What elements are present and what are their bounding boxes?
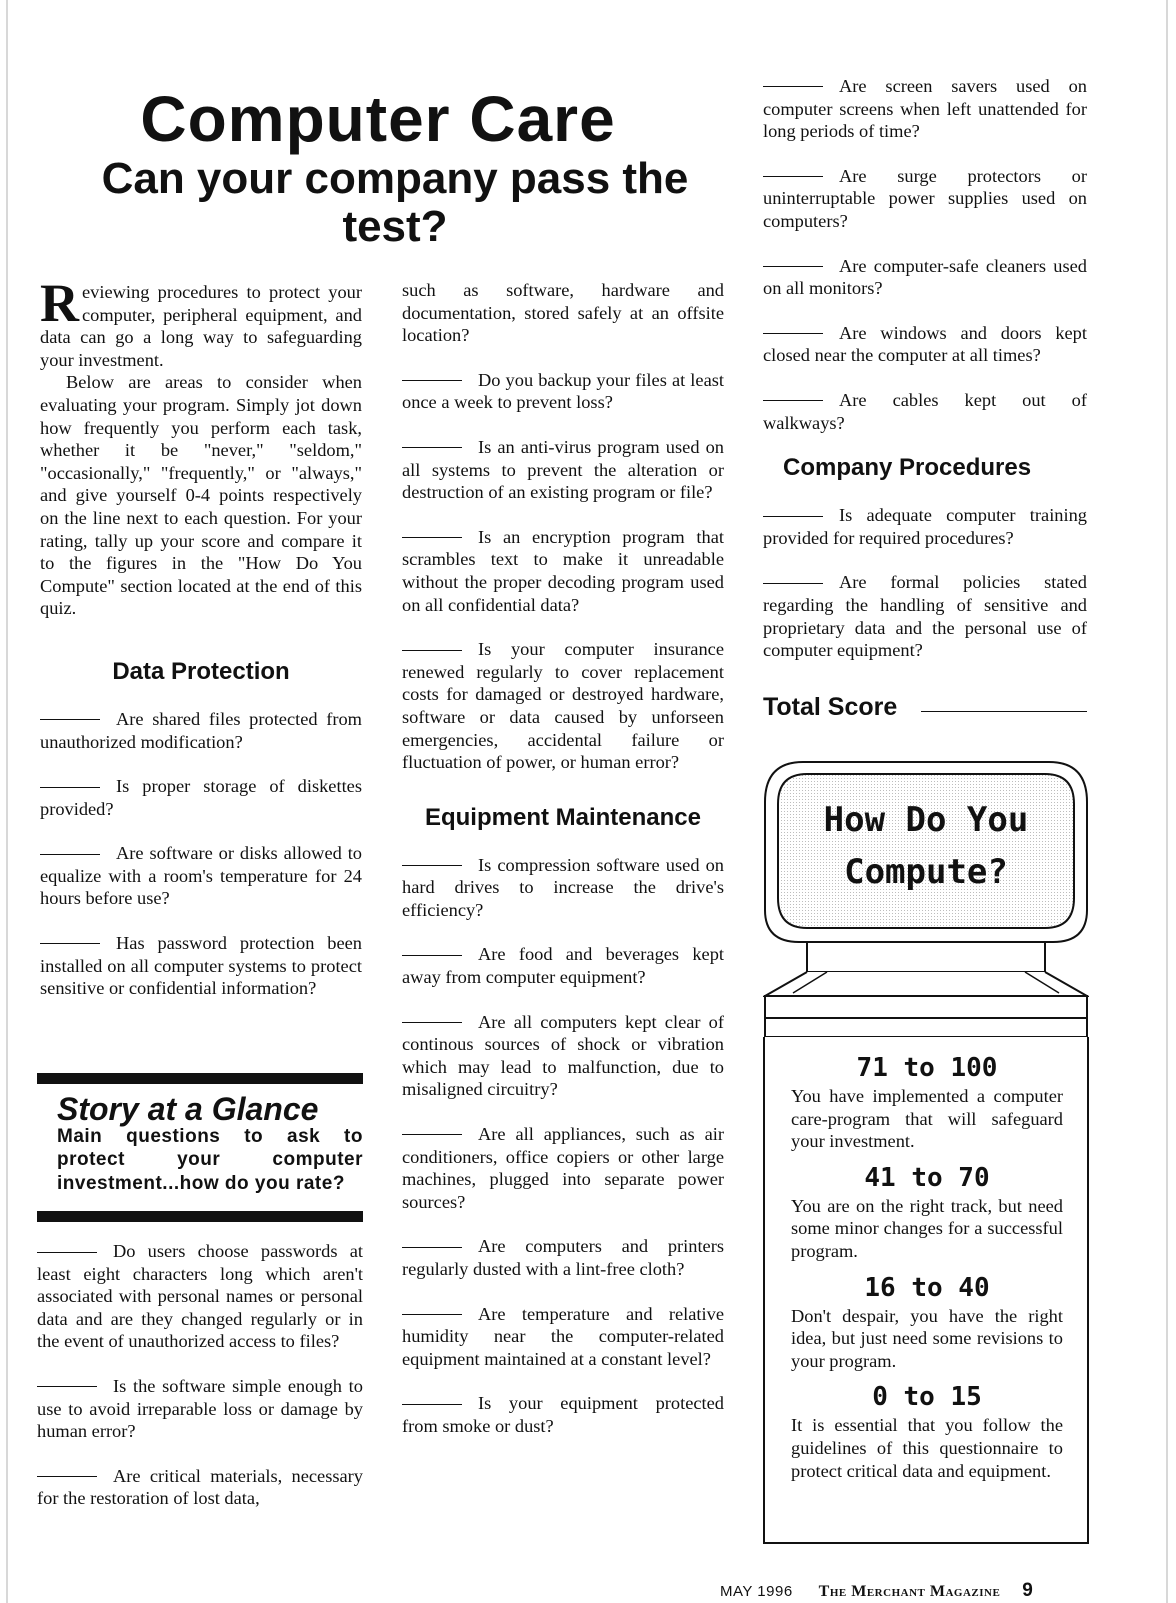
score-range-description: It is essential that you follow the guidelines of this questionnaire to protect critical data and equipment. [791,1415,1063,1481]
article-subtitle: Can your company pass the test? [101,154,689,251]
answer-blank[interactable] [40,854,100,855]
footer-magazine: The Merchant Magazine [818,1583,1001,1600]
intro-paragraph-1: Reviewing procedures to protect your computer, peripheral equipment, and data can go a long way to safeguarding your investment. [40,273,362,370]
question-item: Are cables kept out of walkways? [763,389,1087,433]
section-heading-company-procedures: Company Procedures [783,454,1032,482]
answer-blank[interactable] [763,86,823,87]
answer-blank[interactable] [763,176,823,177]
answer-blank[interactable] [402,537,462,538]
story-at-a-glance [37,1073,363,1510]
answer-blank[interactable] [763,516,823,517]
question-item: Are computer-safe cleaners used on all monitors? [763,255,1087,299]
total-score [763,692,1087,721]
answer-blank[interactable] [40,943,100,944]
total-score-blank[interactable] [921,711,1087,712]
answer-blank[interactable] [402,955,462,956]
question-item: Do users choose passwords at least eight characters long which aren't associated with personal names or personal data and are they changed regularly or in the event of unauthorized access to files? [37,1241,363,1352]
question-item: Are shared files protected from unauthorized modification? [40,708,362,752]
monitor-illustration [763,760,1089,1037]
answer-blank[interactable] [763,400,823,401]
glance-subtitle: Main questions to ask to protect your computer investment...how do you rate? [57,1125,363,1194]
answer-blank[interactable] [37,1252,97,1253]
question-item: Are formal policies stated regarding the handling of sensitive and proprietary data and the personal use of computer equipment? [763,572,1087,661]
score-ranges-box [763,1037,1089,1544]
total-score-label: Total Score [763,692,898,721]
answer-blank[interactable] [37,1476,97,1477]
page-edge-right [1166,0,1168,1603]
glance-title: Story at a Glance [57,1091,319,1127]
glance-bottom-rule [37,1211,363,1222]
score-range: 0 to 15 [872,1382,982,1413]
question-item: Is compression software used on hard drives to increase the drive's efficiency? [402,854,724,920]
page-footer [720,1580,1120,1602]
question-item: Are critical materials, necessary for the restoration of lost data, [37,1465,363,1509]
question-item: Has password protection been installed on all computer systems to protect sensitive or confidential information? [40,933,362,999]
answer-blank[interactable] [763,583,823,584]
answer-blank[interactable] [40,787,100,788]
answer-blank[interactable] [402,380,462,381]
question-continuation: such as software, hardware and documentation, stored safely at an offsite location? [402,280,724,346]
answer-blank[interactable] [402,1022,462,1023]
question-item: Are food and beverages kept away from computer equipment? [402,944,724,988]
section-heading-data-protection: Data Protection [112,657,290,685]
glance-top-rule [37,1073,363,1084]
score-range-description: Don't despair, you have the right idea, but just need some revisions to your program. [791,1305,1063,1371]
article-title: Computer Care [140,83,616,155]
answer-blank[interactable] [763,333,823,334]
question-item: Is the software simple enough to use to avoid irreparable loss or damage by human error? [37,1376,363,1442]
answer-blank[interactable] [37,1386,97,1387]
score-range: 41 to 70 [864,1162,990,1193]
question-item: Is your equipment protected from smoke or dust? [402,1393,724,1436]
answer-blank[interactable] [40,719,100,720]
score-range: 71 to 100 [856,1053,998,1083]
footer-date: MAY 1996 [720,1583,793,1600]
question-list-equipment [402,854,724,1438]
intro-paragraph-2: Below are areas to consider when evaluating your program. Simply jot down how frequently you perform each task, whether it be "never," "seldom," "occasionally," "frequently," or "always," and give yourself 0-4 points respectively on the line next to each question. For your rating, tally up your score and compare it to the figures in the "How Do You Compute" section located at the end of this quiz. [40,372,362,619]
question-item: Are temperature and relative humidity near the computer-related equipment maintained at a constant level? [402,1303,724,1369]
question-item: Is your computer insurance renewed regularly to cover replacement costs for damaged or destroyed hardware, software or data caused by unforseen emergencies, accidental failure or fluctuation of power, or human error? [402,639,724,773]
question-list-data-protection [40,708,362,1000]
compute-heading-line-1: How Do You [823,800,1029,840]
answer-blank[interactable] [402,1247,462,1248]
question-item: Is proper storage of diskettes provided? [40,776,362,819]
column-2 [402,279,724,1438]
question-item: Are all computers kept clear of continous sources of shock or vibration which may lead to malfunction, due to misaligned circuitry? [402,1011,724,1100]
question-item: Is an anti-virus program used on all systems to prevent the alteration or destruction of an existing program or file? [402,436,724,503]
answer-blank[interactable] [763,266,823,267]
column-3 [763,75,1087,721]
compute-heading-line-2: Compute? [844,852,1008,892]
page-number: 9 [1022,1580,1033,1601]
question-item: Are all appliances, such as air conditioners, office copiers or other large machines, plugged into separate power sources? [402,1124,724,1212]
answer-blank[interactable] [402,447,462,448]
section-heading-equipment-maintenance: Equipment Maintenance [424,803,702,831]
question-item: Is an encryption program that scrambles text to make it unreadable without the proper decoding program used on all confidential data? [402,526,724,615]
question-item: Are surge protectors or uninterruptable power supplies used on computers? [763,165,1087,231]
question-item: Are software or disks allowed to equalize with a room's temperature for 24 hours before use? [40,843,362,909]
score-range-description: You have implemented a computer care-program that will safeguard your investment. [791,1086,1063,1152]
score-range-description: You are on the right track, but need some minor changes for a successful program. [791,1195,1063,1261]
answer-blank[interactable] [402,650,462,651]
column-1 [40,273,362,1022]
answer-blank[interactable] [402,865,462,866]
page-edge-left [6,0,8,1603]
question-item: Are computers and printers regularly dusted with a lint-free cloth? [402,1236,724,1279]
question-item: Do you backup your files at least once a week to prevent loss? [402,369,724,413]
drop-cap: R [40,273,79,333]
answer-blank[interactable] [402,1314,462,1315]
question-item: Is adequate computer training provided for required procedures? [763,505,1087,548]
answer-blank[interactable] [402,1404,462,1405]
question-item: Are screen savers used on computer screens when left unattended for long periods of time? [763,76,1087,142]
answer-blank[interactable] [402,1134,462,1135]
score-range: 16 to 40 [864,1272,990,1303]
question-item: Are windows and doors kept closed near the computer at all times? [763,322,1087,366]
